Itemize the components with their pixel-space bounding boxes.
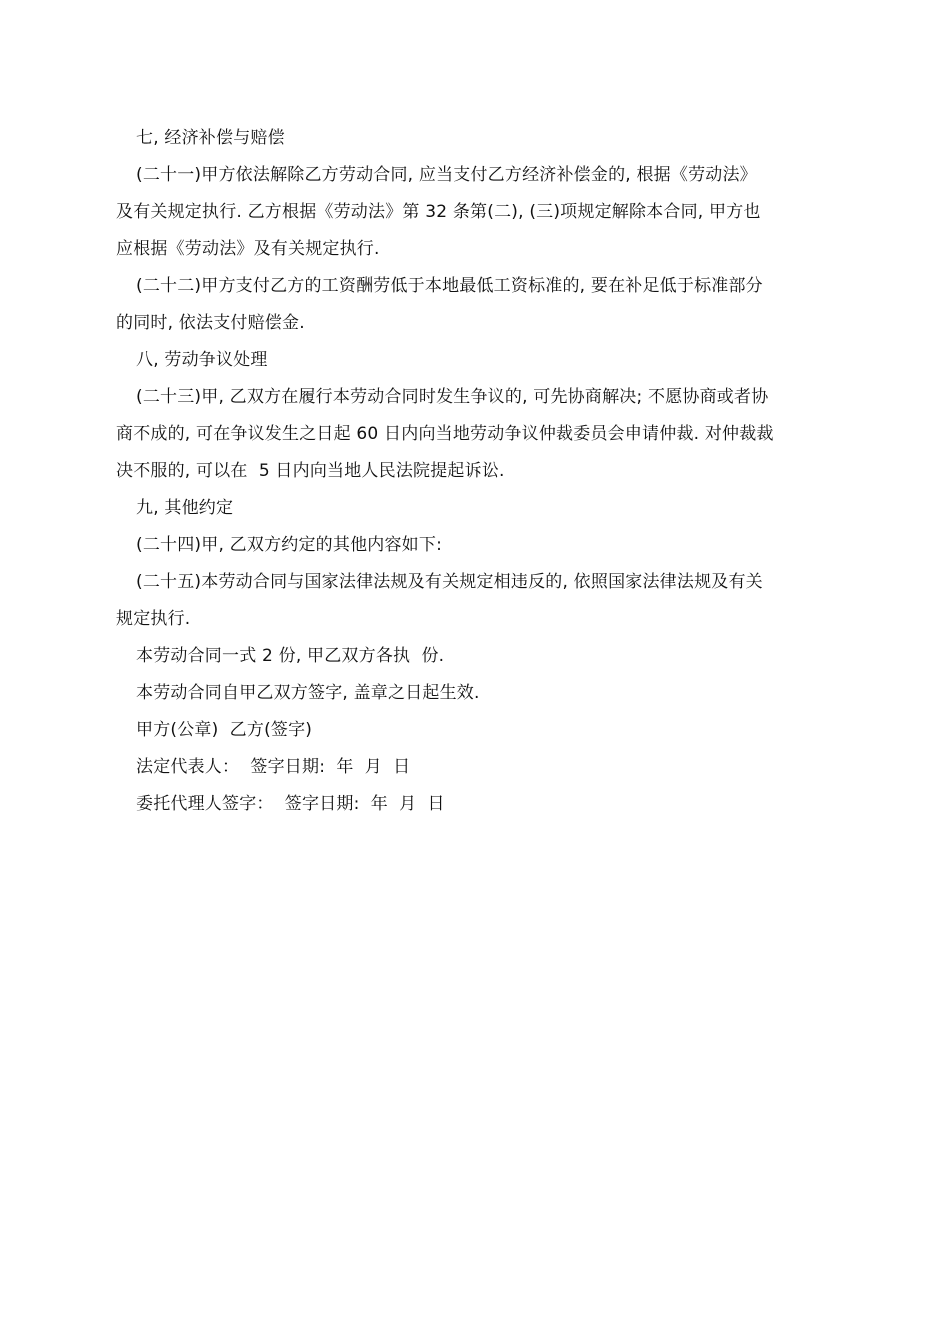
section-7-heading: 七, 经济补偿与赔偿 bbox=[136, 128, 285, 148]
clause-21-line-2: 及有关规定执行. 乙方根据《劳动法》第 32 条第(二), (三)项规定解除本合同, 甲方也 bbox=[116, 202, 761, 222]
copies-statement: 本劳动合同一式 2 份, 甲乙双方各执 份. bbox=[136, 646, 445, 666]
clause-23 bbox=[116, 379, 838, 490]
clause-21-line-3: 应根据《劳动法》及有关规定执行. bbox=[116, 239, 380, 259]
clause-22-line-1: (二十二)甲方支付乙方的工资酬劳低于本地最低工资标准的, 要在补足低于标准部分 bbox=[136, 276, 763, 296]
section-9-heading: 九, 其他约定 bbox=[136, 498, 234, 518]
legal-rep-signature-line: 法定代表人： 签字日期: 年 月 日 bbox=[136, 757, 411, 777]
clause-22 bbox=[116, 268, 838, 342]
clause-21 bbox=[116, 157, 838, 268]
clause-25-line-2: 规定执行. bbox=[116, 609, 191, 629]
clause-22-line-2: 的同时, 依法支付赔偿金. bbox=[116, 313, 305, 333]
clause-23-line-1: (二十三)甲, 乙双方在履行本劳动合同时发生争议的, 可先协商解决; 不愿协商或者协 bbox=[136, 387, 769, 407]
clause-23-line-2: 商不成的, 可在争议发生之日起 60 日内向当地劳动争议仲裁委员会申请仲裁. 对仲裁裁 bbox=[116, 424, 774, 444]
clause-25 bbox=[116, 564, 838, 638]
contract-page bbox=[116, 120, 838, 823]
agent-signature-line: 委托代理人签字： 签字日期: 年 月 日 bbox=[136, 794, 445, 814]
clause-25-line-1: (二十五)本劳动合同与国家法律法规及有关规定相违反的, 依照国家法律法规及有关 bbox=[136, 572, 763, 592]
clause-24: (二十四)甲, 乙双方约定的其他内容如下: bbox=[136, 535, 442, 555]
clause-21-line-1: (二十一)甲方依法解除乙方劳动合同, 应当支付乙方经济补偿金的, 根据《劳动法》 bbox=[136, 165, 757, 185]
section-8-heading: 八, 劳动争议处理 bbox=[136, 350, 268, 370]
parties-line: 甲方(公章) 乙方(签字) bbox=[136, 720, 313, 740]
effective-statement: 本劳动合同自甲乙双方签字, 盖章之日起生效. bbox=[136, 683, 480, 703]
clause-23-line-3: 决不服的, 可以在 5 日内向当地人民法院提起诉讼. bbox=[116, 461, 505, 481]
